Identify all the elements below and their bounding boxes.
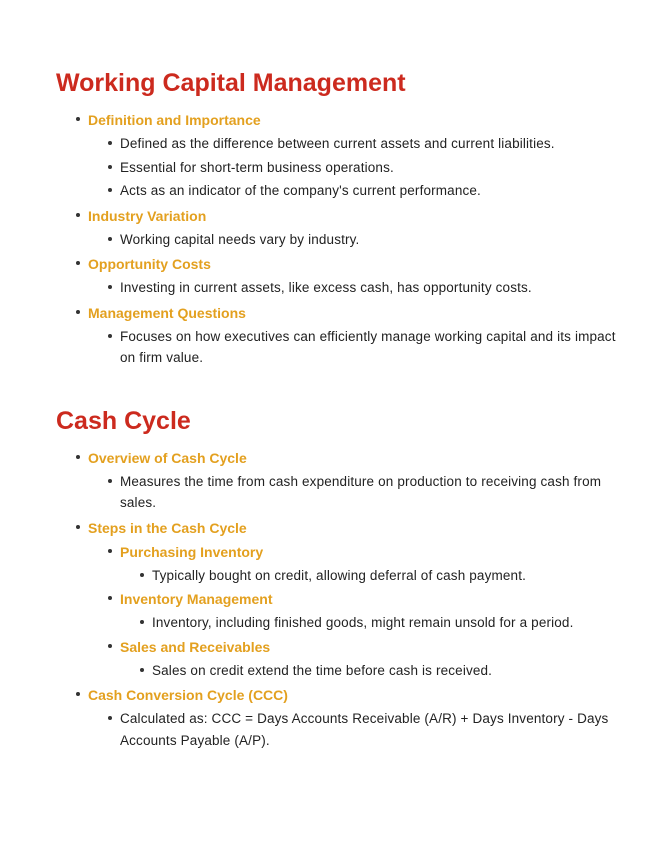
- list-item: [56, 108, 616, 203]
- list-item: [88, 156, 616, 180]
- topic-heading: Industry Variation: [88, 207, 207, 224]
- subtopic-heading: Purchasing Inventory: [120, 543, 264, 560]
- subtopic-heading: Sales and Receivables: [120, 638, 271, 655]
- point-list: [120, 659, 616, 683]
- bullet-icon: [76, 692, 80, 696]
- bullet-icon: [108, 334, 112, 338]
- point-text: Typically bought on credit, allowing deferral of cash payment.: [152, 567, 526, 583]
- section-cash-cycle: [56, 406, 616, 753]
- subtopic-list: [88, 540, 616, 683]
- list-item: [120, 564, 616, 588]
- bullet-icon: [140, 573, 144, 577]
- document-page: [56, 0, 616, 752]
- point-list: [88, 228, 616, 252]
- bullet-icon: [76, 455, 80, 459]
- point-list: [120, 564, 616, 588]
- point-text: Measures the time from cash expenditure on production to receiving cash from sales.: [120, 473, 602, 510]
- list-item: [88, 707, 616, 752]
- topic-heading: Opportunity Costs: [88, 256, 211, 272]
- topic-list: [56, 446, 616, 753]
- list-item: [88, 179, 616, 203]
- list-item: [88, 325, 616, 370]
- list-item: [56, 446, 616, 515]
- list-item: [56, 683, 616, 752]
- subtopic-heading: Inventory Management: [120, 591, 273, 607]
- list-item: [56, 516, 616, 683]
- list-item: [88, 540, 616, 588]
- list-item: [56, 252, 616, 300]
- bullet-icon: [76, 213, 80, 217]
- bullet-icon: [108, 644, 112, 648]
- bullet-icon: [76, 117, 80, 121]
- bullet-icon: [108, 141, 112, 145]
- point-list: [120, 611, 616, 635]
- list-item: [88, 276, 616, 300]
- point-text: Focuses on how executives can efficiently manage working capital and its impact on firm value.: [120, 328, 616, 365]
- point-list: [88, 325, 616, 370]
- section-working-capital: [56, 68, 616, 370]
- list-item: [88, 587, 616, 635]
- point-text: Defined as the difference between current assets and current liabilities.: [120, 136, 555, 151]
- bullet-icon: [108, 285, 112, 289]
- section-title: Cash Cycle: [56, 406, 191, 435]
- point-text: Working capital needs vary by industry.: [120, 231, 360, 247]
- point-text: Acts as an indicator of the company's current performance.: [120, 183, 481, 198]
- point-list: [88, 707, 616, 752]
- point-text: Inventory, including finished goods, might remain unsold for a period.: [152, 615, 574, 630]
- point-text: Essential for short-term business operations.: [120, 159, 394, 175]
- bullet-icon: [140, 668, 144, 672]
- bullet-icon: [108, 716, 112, 720]
- point-list: [88, 470, 616, 515]
- list-item: [120, 611, 616, 635]
- point-text: Sales on credit extend the time before cash is received.: [152, 662, 493, 678]
- point-text: Investing in current assets, like excess cash, has opportunity costs.: [120, 280, 532, 295]
- bullet-icon: [108, 188, 112, 192]
- point-list: [88, 276, 616, 300]
- topic-heading: Definition and Importance: [88, 112, 261, 128]
- list-item: [56, 301, 616, 370]
- list-item: [88, 228, 616, 252]
- point-text: Calculated as: CCC = Days Accounts Receivable (A/R) + Days Inventory - Days Accounts Payable (A/P).: [120, 711, 609, 748]
- bullet-icon: [108, 237, 112, 241]
- topic-heading: Management Questions: [88, 304, 246, 321]
- topic-list: [56, 108, 616, 370]
- bullet-icon: [76, 525, 80, 529]
- bullet-icon: [76, 261, 80, 265]
- topic-heading: Cash Conversion Cycle (CCC): [88, 687, 288, 703]
- list-item: [56, 204, 616, 252]
- bullet-icon: [108, 479, 112, 483]
- bullet-icon: [76, 310, 80, 314]
- bullet-icon: [140, 620, 144, 624]
- bullet-icon: [108, 596, 112, 600]
- topic-heading: Steps in the Cash Cycle: [88, 519, 247, 536]
- bullet-icon: [108, 165, 112, 169]
- list-item: [88, 132, 616, 156]
- list-item: [88, 470, 616, 515]
- list-item: [88, 635, 616, 683]
- topic-heading: Overview of Cash Cycle: [88, 449, 247, 466]
- list-item: [120, 659, 616, 683]
- section-title: Working Capital Management: [56, 69, 406, 97]
- bullet-icon: [108, 549, 112, 553]
- point-list: [88, 132, 616, 203]
